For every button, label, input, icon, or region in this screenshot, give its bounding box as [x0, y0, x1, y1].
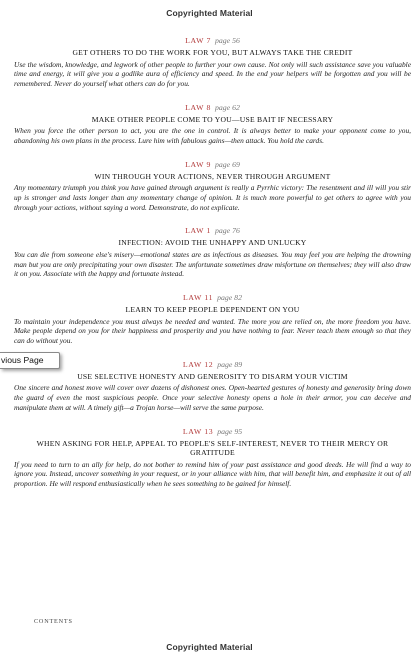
law-page-ref: page 95	[217, 426, 243, 436]
law-page-ref: page 62	[214, 102, 240, 112]
law-page-ref: page 56	[214, 36, 240, 45]
law-label: LAW	[182, 359, 202, 369]
law-title: USE SELECTIVE HONESTY AND GENEROSITY TO DISARM YOUR VICTIM	[77, 371, 348, 381]
law-heading	[14, 293, 411, 303]
law-entry	[14, 427, 411, 489]
law-body: When you force the other person to act, you are the one in control. It is always better to make your opponent come to you, abandoning his own plans in the process. Lure him with fabulous gains—then attack. You hold the cards.	[14, 126, 411, 145]
contents-label: CONTENTS	[34, 618, 73, 625]
copyright-footer: Copyrighted Material	[166, 642, 253, 652]
law-body: You can die from someone else's misery—emotional states are as infectious as diseases. You may feel you are helping the drowning man but you are only precipitating your own disaster. The unfortunate sometimes draw misfortune on themselves; they will also draw it on you. Associate with the happy and fortunate instead.	[14, 250, 411, 279]
law-number: 11	[204, 293, 214, 303]
law-page-ref: page 89	[217, 359, 243, 369]
law-page-ref: page 76	[214, 226, 240, 236]
law-page-ref: page 82	[217, 293, 242, 303]
law-label: LAW	[183, 293, 202, 303]
law-body: To maintain your independence you must always be needed and wanted. The more you are relied on, the more freedom you have. Make people depend on you for their happiness and prosperity and you have nothing to fear. Never teach them enough so that they can do without you.	[14, 316, 411, 346]
law-label: LAW	[185, 159, 204, 169]
law-number: 7	[206, 36, 211, 45]
law-heading	[14, 360, 411, 370]
law-label: LAW	[182, 426, 202, 436]
law-label: LAW	[185, 102, 204, 112]
law-page-ref: page 69	[214, 159, 240, 169]
law-number: 9	[206, 159, 211, 169]
law-entry	[14, 226, 411, 279]
law-body: Any momentary triumph you think you have gained through argument is really a Pyrrhic victory: The resentment and ill will you stir up is stronger and lasts longer than any momentary change of opinion. It is much more powerful to get others to agree with you through your actions, without saying a word. Demonstrate, do not explicate.	[14, 183, 411, 212]
law-heading	[14, 160, 411, 170]
law-entry	[14, 36, 411, 89]
law-heading	[14, 103, 411, 113]
law-title: GET OTHERS TO DO THE WORK FOR YOU, BUT ALWAYS TAKE THE CREDIT	[72, 48, 353, 57]
law-label: LAW	[185, 226, 204, 236]
law-body: One sincere and honest move will cover over dozens of dishonest ones. Open-hearted gestures of honesty and generosity bring down the guard of even the most suspicious people. Once your selective honesty opens a hole in their armor, you can deceive and manipulate them at will. A timely gift—a Trojan horse—will serve the same purpose.	[14, 383, 411, 412]
law-number: 8	[206, 102, 211, 112]
law-entry	[14, 293, 411, 346]
law-label: LAW	[185, 36, 204, 45]
law-number: 12	[204, 359, 214, 369]
law-heading	[14, 226, 411, 236]
law-heading	[14, 36, 411, 46]
law-title: LEARN TO KEEP PEOPLE DEPENDENT ON YOU	[125, 305, 300, 315]
law-body: Use the wisdom, knowledge, and legwork of other people to further your own cause. Not only will such assistance save you valuable time and energy, it will give you a godlike aura of efficiency and speed. In the end your helpers will be forgotten and you will be remembered. Never do yourself what others can do for you.	[14, 59, 411, 88]
previous-page-tooltip: vious Page	[0, 352, 60, 369]
laws-list	[14, 36, 411, 503]
law-title: WIN THROUGH YOUR ACTIONS, NEVER THROUGH ARGUMENT	[94, 171, 331, 181]
law-heading	[14, 427, 411, 437]
law-title: MAKE OTHER PEOPLE COME TO YOU—USE BAIT IF NECESSARY	[91, 114, 334, 124]
law-body: If you need to turn to an ally for help, do not bother to remind him of your past assistance and good deeds. He will find a way to ignore you. Instead, uncover something in your request, or in your alliance with him, that will benefit him, and emphasize it out of all proportion. He will respond enthusiastically when he sees something to be gained for himself.	[14, 459, 411, 489]
law-entry	[14, 360, 411, 413]
copyright-header: Copyrighted Material	[166, 8, 253, 18]
law-title: INFECTION: AVOID THE UNHAPPY AND UNLUCKY	[118, 238, 307, 248]
law-number: 13	[204, 426, 214, 436]
law-number: 1	[206, 226, 211, 236]
law-title: WHEN ASKING FOR HELP, APPEAL TO PEOPLE'S SELF-INTEREST, NEVER TO THEIR MERCY OR GRATITUDE	[36, 438, 389, 458]
law-entry	[14, 103, 411, 146]
law-entry	[14, 160, 411, 213]
